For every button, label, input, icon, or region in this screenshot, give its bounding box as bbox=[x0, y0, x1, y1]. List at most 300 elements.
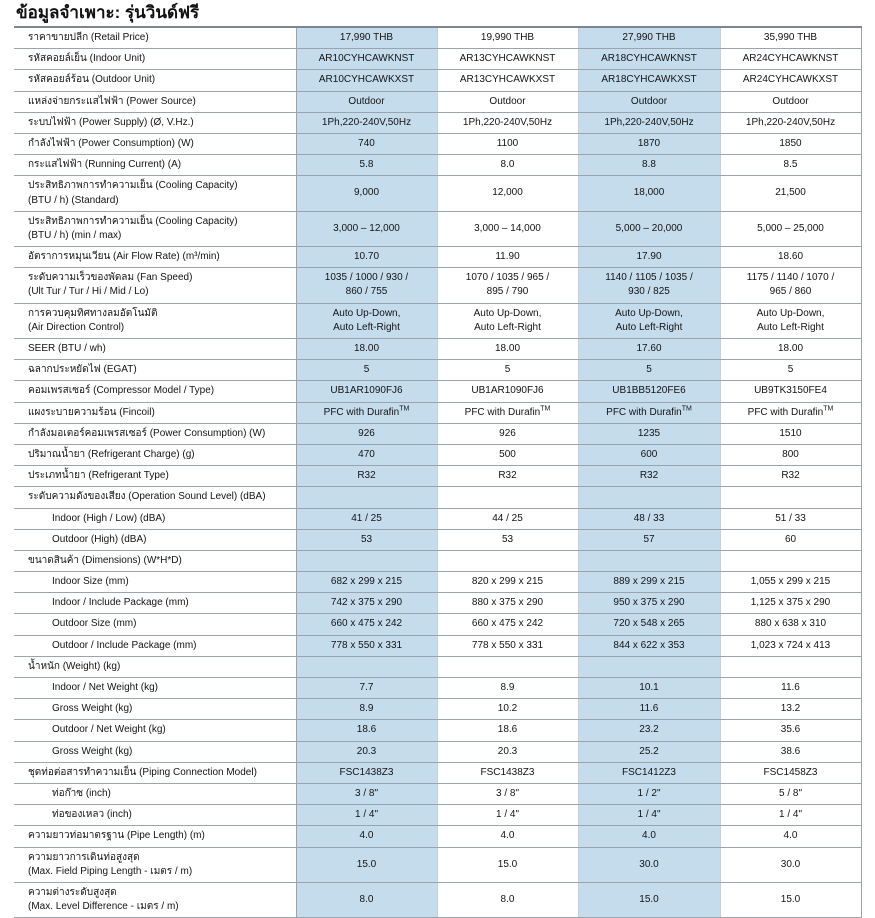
table-cell bbox=[578, 741, 720, 762]
table-cell bbox=[296, 444, 437, 465]
cell-value: 1070 / 1035 / 965 / bbox=[465, 272, 550, 284]
row-label bbox=[14, 635, 296, 656]
table-cell bbox=[437, 247, 578, 268]
row-label-line2: (Max. Field Piping Length - เมตร / m) bbox=[28, 865, 193, 877]
table-cell bbox=[296, 678, 437, 699]
table-cell bbox=[720, 656, 861, 677]
table-cell bbox=[720, 783, 861, 804]
table-row bbox=[14, 656, 861, 677]
table-cell bbox=[720, 423, 861, 444]
cell-value: 8.5 bbox=[783, 159, 798, 171]
row-label-line1: ระบบไฟฟ้า (Power Supply) (Ø, V.Hz.) bbox=[28, 116, 194, 128]
row-label bbox=[14, 656, 296, 677]
cell-value: 1 / 4" bbox=[778, 809, 802, 821]
cell-value: 8.8 bbox=[642, 159, 656, 171]
cell-value: AR10CYHCAWKNST bbox=[318, 53, 415, 65]
table-row bbox=[14, 487, 861, 508]
cell-value: 470 bbox=[358, 448, 375, 460]
row-label bbox=[14, 762, 296, 783]
cell-value: 1235 bbox=[637, 427, 661, 439]
row-label bbox=[14, 91, 296, 112]
table-cell bbox=[578, 656, 720, 677]
cell-value: R32 bbox=[357, 470, 376, 482]
table-cell bbox=[578, 339, 720, 360]
cell-value: 1,125 x 375 x 290 bbox=[750, 597, 831, 609]
cell-value: 926 bbox=[499, 427, 516, 439]
cell-value: 1Ph,220-240V,50Hz bbox=[745, 116, 836, 128]
cell-value: 880 x 375 x 290 bbox=[471, 597, 544, 609]
table-cell bbox=[437, 741, 578, 762]
cell-value: 30.0 bbox=[639, 858, 659, 870]
table-cell bbox=[578, 360, 720, 381]
row-label-line1: Outdoor (High) (dBA) bbox=[52, 533, 147, 545]
cell-value: 21,500 bbox=[775, 187, 806, 199]
table-cell bbox=[437, 635, 578, 656]
table-cell bbox=[437, 487, 578, 508]
table-row bbox=[14, 783, 861, 804]
table-cell bbox=[296, 529, 437, 550]
table-row bbox=[14, 826, 861, 847]
table-cell bbox=[437, 112, 578, 133]
cell-value: 778 x 550 x 331 bbox=[330, 639, 403, 651]
cell-value: UB9TK3150FE4 bbox=[754, 385, 827, 397]
table-row bbox=[14, 423, 861, 444]
cell-value: 30.0 bbox=[780, 858, 801, 870]
cell-value: 8.0 bbox=[359, 893, 374, 905]
cell-value: 889 x 299 x 215 bbox=[613, 576, 685, 588]
table-cell bbox=[578, 112, 720, 133]
row-label-line1: น้ำหนัก (Weight) (kg) bbox=[28, 660, 121, 672]
row-label-line1: ความยาวการเดินท่อสูงสุด bbox=[28, 851, 140, 863]
cell-value: 4.0 bbox=[642, 830, 656, 842]
cell-value: R32 bbox=[781, 470, 800, 482]
table-cell bbox=[437, 27, 578, 49]
cell-value: 1Ph,220-240V,50Hz bbox=[604, 116, 694, 128]
cell-value: 4.0 bbox=[359, 830, 374, 842]
table-cell bbox=[296, 572, 437, 593]
cell-value: 1510 bbox=[779, 427, 802, 439]
cell-empty bbox=[506, 661, 509, 672]
row-label-line2: (BTU / h) (min / max) bbox=[28, 229, 122, 241]
table-cell bbox=[296, 339, 437, 360]
row-label-line1: ความยาวท่อมาตรฐาน (Pipe Length) (m) bbox=[28, 830, 205, 842]
table-row bbox=[14, 762, 861, 783]
row-label bbox=[14, 133, 296, 154]
cell-value: 4.0 bbox=[500, 830, 515, 842]
row-label bbox=[14, 550, 296, 571]
row-label-line1: คอมเพรสเซอร์ (Compressor Model / Type) bbox=[28, 385, 215, 397]
cell-value: 1 / 4" bbox=[495, 809, 519, 821]
row-label-line1: แหล่งจ่ายกระแสไฟฟ้า (Power Source) bbox=[28, 95, 196, 107]
table-cell bbox=[437, 402, 578, 423]
row-label-line1: ท่อก๊าซ (inch) bbox=[52, 787, 111, 799]
row-label bbox=[14, 268, 296, 303]
cell-empty bbox=[365, 555, 368, 566]
row-label-line1: รหัสคอยล์ร้อน (Outdoor Unit) bbox=[28, 74, 156, 86]
cell-value: 17.90 bbox=[636, 251, 662, 263]
table-cell bbox=[296, 882, 437, 917]
table-cell bbox=[296, 423, 437, 444]
table-cell bbox=[720, 826, 861, 847]
table-row bbox=[14, 699, 861, 720]
table-cell bbox=[578, 529, 720, 550]
row-label-line1: Gross Weight (kg) bbox=[52, 745, 133, 757]
table-cell bbox=[296, 550, 437, 571]
table-cell bbox=[578, 70, 720, 91]
row-label-line2: (Air Direction Control) bbox=[28, 321, 125, 333]
cell-value: 17,990 THB bbox=[339, 32, 394, 43]
table-cell bbox=[720, 466, 861, 487]
table-cell bbox=[578, 508, 720, 529]
cell-value-line2: Auto Left-Right bbox=[474, 321, 541, 333]
table-cell bbox=[296, 402, 437, 423]
cell-value: 5 bbox=[363, 364, 370, 376]
cell-value: Auto Up-Down, bbox=[615, 307, 683, 319]
table-row bbox=[14, 466, 861, 487]
row-label-line1: Indoor Size (mm) bbox=[52, 576, 129, 588]
table-cell bbox=[437, 720, 578, 741]
table-cell bbox=[578, 762, 720, 783]
row-label bbox=[14, 805, 296, 826]
cell-value: 880 x 638 x 310 bbox=[754, 618, 827, 630]
table-row bbox=[14, 70, 861, 91]
table-cell bbox=[437, 211, 578, 246]
cell-value: PFC with Durafin™ bbox=[464, 405, 551, 418]
cell-value: 18.00 bbox=[353, 343, 380, 354]
cell-value: 25.2 bbox=[639, 745, 659, 757]
cell-value: 15.0 bbox=[497, 858, 518, 870]
cell-value: Auto Up-Down, bbox=[473, 307, 542, 319]
table-cell bbox=[437, 423, 578, 444]
cell-value-line2: Auto Left-Right bbox=[615, 321, 683, 333]
table-cell bbox=[437, 176, 578, 211]
table-cell bbox=[720, 882, 861, 917]
table-cell bbox=[578, 381, 720, 402]
table-row bbox=[14, 303, 861, 338]
table-cell bbox=[296, 381, 437, 402]
row-label bbox=[14, 741, 296, 762]
table-cell bbox=[437, 882, 578, 917]
table-row bbox=[14, 572, 861, 593]
row-label-line1: ปริมาณน้ำยา (Refrigerant Charge) (g) bbox=[28, 448, 195, 460]
table-cell bbox=[437, 508, 578, 529]
row-label-line1: กำลังมอเตอร์คอมเพรสเซอร์ (Power Consumption) (W) bbox=[28, 427, 266, 439]
cell-value: 48 / 33 bbox=[633, 512, 665, 524]
cell-value: 19,990 THB bbox=[480, 32, 535, 43]
cell-value: 3 / 8" bbox=[354, 787, 378, 799]
cell-value: 5 bbox=[504, 364, 511, 376]
table-cell bbox=[720, 360, 861, 381]
row-label-line1: ขนาดสินค้า (Dimensions) (W*H*D) bbox=[28, 554, 182, 566]
table-cell bbox=[720, 112, 861, 133]
row-label bbox=[14, 176, 296, 211]
cell-value: 8.0 bbox=[500, 893, 515, 905]
table-cell bbox=[720, 339, 861, 360]
row-label bbox=[14, 49, 296, 70]
table-cell bbox=[437, 339, 578, 360]
cell-value: 1Ph,220-240V,50Hz bbox=[462, 116, 553, 128]
cell-value: 15.0 bbox=[780, 893, 801, 905]
cell-value: 51 / 33 bbox=[775, 512, 806, 524]
row-label bbox=[14, 360, 296, 381]
row-label bbox=[14, 529, 296, 550]
cell-value: 5 bbox=[646, 364, 652, 376]
row-label bbox=[14, 678, 296, 699]
cell-value: 1140 / 1105 / 1035 / bbox=[605, 272, 693, 284]
table-cell bbox=[578, 176, 720, 211]
row-label-line2: (Max. Level Difference - เมตร / m) bbox=[28, 901, 179, 913]
cell-value: 9,000 bbox=[353, 187, 380, 199]
table-cell bbox=[437, 70, 578, 91]
table-cell bbox=[296, 70, 437, 91]
cell-value-line2: 895 / 790 bbox=[486, 286, 529, 298]
table-cell bbox=[437, 550, 578, 571]
table-cell bbox=[296, 699, 437, 720]
row-label bbox=[14, 155, 296, 176]
cell-value: 11.6 bbox=[781, 682, 800, 693]
table-cell bbox=[578, 572, 720, 593]
cell-value: FSC1412Z3 bbox=[622, 766, 676, 778]
cell-value: 53 bbox=[360, 533, 373, 545]
row-label bbox=[14, 423, 296, 444]
table-cell bbox=[720, 805, 861, 826]
table-row bbox=[14, 635, 861, 656]
row-label bbox=[14, 783, 296, 804]
table-cell bbox=[296, 49, 437, 70]
row-label bbox=[14, 402, 296, 423]
cell-value: 500 bbox=[499, 448, 516, 460]
table-row bbox=[14, 882, 861, 917]
table-cell bbox=[296, 466, 437, 487]
cell-value: 660 x 475 x 242 bbox=[330, 618, 403, 630]
cell-value: 1,023 x 724 x 413 bbox=[750, 639, 831, 651]
row-label-line1: Outdoor Size (mm) bbox=[52, 618, 137, 630]
row-label bbox=[14, 381, 296, 402]
table-cell bbox=[578, 49, 720, 70]
cell-value: 27,990 THB bbox=[622, 32, 676, 43]
cell-value: Outdoor bbox=[348, 95, 385, 107]
table-row bbox=[14, 741, 861, 762]
table-cell bbox=[437, 91, 578, 112]
table-cell bbox=[578, 826, 720, 847]
cell-value: 10.70 bbox=[353, 251, 380, 263]
cell-value: AR24CYHCAWKNST bbox=[742, 53, 839, 65]
cell-empty bbox=[648, 555, 651, 566]
cell-value: 5,000 – 20,000 bbox=[615, 222, 683, 234]
row-label-line1: Gross Weight (kg) bbox=[52, 703, 133, 715]
cell-value: 18.60 bbox=[777, 251, 804, 263]
table-cell bbox=[720, 381, 861, 402]
cell-value: AR18CYHCAWKNST bbox=[601, 53, 697, 65]
table-cell bbox=[720, 720, 861, 741]
table-cell bbox=[296, 27, 437, 49]
cell-value: 35,990 THB bbox=[763, 32, 818, 43]
table-cell bbox=[720, 762, 861, 783]
cell-value: 44 / 25 bbox=[492, 512, 523, 524]
cell-value: 11.90 bbox=[495, 251, 520, 263]
table-cell bbox=[578, 593, 720, 614]
row-label-line1: ราคาขายปลีก (Retail Price) bbox=[28, 32, 149, 43]
cell-value: 4.0 bbox=[783, 830, 798, 842]
table-cell bbox=[437, 783, 578, 804]
table-row bbox=[14, 91, 861, 112]
table-cell bbox=[578, 678, 720, 699]
table-cell bbox=[720, 247, 861, 268]
cell-value: R32 bbox=[639, 470, 659, 482]
table-cell bbox=[437, 826, 578, 847]
specification-table bbox=[14, 26, 862, 918]
cell-value: FSC1438Z3 bbox=[480, 766, 535, 778]
cell-value: 12,000 bbox=[492, 187, 523, 199]
table-cell bbox=[437, 466, 578, 487]
table-row bbox=[14, 133, 861, 154]
table-cell bbox=[296, 741, 437, 762]
table-row bbox=[14, 27, 861, 49]
table-cell bbox=[720, 508, 861, 529]
cell-value: 778 x 550 x 331 bbox=[471, 639, 544, 651]
row-label-line1: Indoor / Include Package (mm) bbox=[52, 597, 189, 609]
row-label bbox=[14, 572, 296, 593]
row-label bbox=[14, 27, 296, 49]
row-label-line1: ระดับความดังของเสียง (Operation Sound Level) (dBA) bbox=[28, 491, 266, 503]
table-cell bbox=[578, 27, 720, 49]
row-label-line1: ประสิทธิภาพการทำความเย็น (Cooling Capacity) bbox=[28, 180, 238, 192]
cell-value: 38.6 bbox=[780, 745, 801, 757]
table-cell bbox=[720, 572, 861, 593]
table-row bbox=[14, 268, 861, 303]
table-cell bbox=[437, 699, 578, 720]
table-cell bbox=[720, 91, 861, 112]
table-cell bbox=[578, 466, 720, 487]
table-cell bbox=[720, 49, 861, 70]
table-cell bbox=[720, 741, 861, 762]
table-cell bbox=[578, 614, 720, 635]
cell-value: 10.2 bbox=[497, 703, 518, 715]
table-cell bbox=[296, 112, 437, 133]
cell-value: 23.2 bbox=[639, 724, 659, 736]
table-cell bbox=[578, 783, 720, 804]
cell-value: AR18CYHCAWKXST bbox=[601, 74, 697, 86]
row-label bbox=[14, 487, 296, 508]
table-cell bbox=[296, 91, 437, 112]
cell-empty bbox=[365, 491, 368, 502]
cell-value-line2: 860 / 755 bbox=[345, 286, 388, 298]
table-cell bbox=[578, 247, 720, 268]
table-cell bbox=[296, 783, 437, 804]
cell-value: PFC with Durafin™ bbox=[747, 405, 834, 418]
cell-value-line2: 930 / 825 bbox=[628, 286, 670, 298]
cell-value: Outdoor bbox=[489, 95, 526, 107]
row-label bbox=[14, 847, 296, 882]
table-row bbox=[14, 176, 861, 211]
table-cell bbox=[720, 27, 861, 49]
row-label-line1: ประสิทธิภาพการทำความเย็น (Cooling Capacity) bbox=[28, 215, 238, 227]
row-label bbox=[14, 882, 296, 917]
row-label-line1: ประเภทน้ำยา (Refrigerant Type) bbox=[28, 470, 169, 482]
row-label bbox=[14, 593, 296, 614]
cell-value: 18.6 bbox=[497, 724, 518, 736]
cell-value: 15.0 bbox=[356, 858, 377, 870]
table-cell bbox=[578, 805, 720, 826]
table-cell bbox=[296, 593, 437, 614]
cell-value: 5,000 – 25,000 bbox=[757, 222, 824, 234]
table-row bbox=[14, 155, 861, 176]
table-cell bbox=[720, 402, 861, 423]
table-cell bbox=[437, 847, 578, 882]
table-cell bbox=[296, 614, 437, 635]
cell-value: 1175 / 1140 / 1070 / bbox=[746, 272, 835, 284]
cell-value: UB1BB5120FE6 bbox=[612, 385, 686, 397]
row-label-line2: (Ult Tur / Tur / Hi / Mid / Lo) bbox=[28, 286, 149, 298]
table-cell bbox=[437, 678, 578, 699]
table-row bbox=[14, 529, 861, 550]
cell-value: FSC1438Z3 bbox=[339, 766, 394, 778]
cell-value: 1,055 x 299 x 215 bbox=[750, 576, 831, 588]
table-cell bbox=[296, 656, 437, 677]
cell-value: PFC with Durafin™ bbox=[606, 405, 692, 418]
table-cell bbox=[296, 360, 437, 381]
table-cell bbox=[296, 508, 437, 529]
cell-value: 720 x 548 x 265 bbox=[613, 618, 685, 630]
table-cell bbox=[437, 360, 578, 381]
table-cell bbox=[578, 423, 720, 444]
cell-value: 600 bbox=[640, 448, 658, 460]
cell-value: 8.9 bbox=[359, 703, 374, 715]
cell-value: 1850 bbox=[779, 137, 802, 149]
cell-value: 5 / 8" bbox=[778, 787, 802, 799]
table-cell bbox=[437, 49, 578, 70]
table-row bbox=[14, 593, 861, 614]
table-cell bbox=[720, 133, 861, 154]
table-row bbox=[14, 614, 861, 635]
table-cell bbox=[578, 635, 720, 656]
table-cell bbox=[296, 762, 437, 783]
row-label bbox=[14, 699, 296, 720]
table-cell bbox=[437, 268, 578, 303]
table-cell bbox=[578, 91, 720, 112]
table-row bbox=[14, 550, 861, 571]
cell-value: 13.2 bbox=[780, 703, 801, 715]
row-label-line1: ชุดท่อต่อสารทำความเย็น (Piping Connection Model) bbox=[28, 766, 257, 778]
table-row bbox=[14, 360, 861, 381]
cell-value-line2: Auto Left-Right bbox=[757, 321, 824, 333]
table-cell bbox=[437, 444, 578, 465]
table-cell bbox=[296, 487, 437, 508]
table-cell bbox=[578, 720, 720, 741]
cell-empty bbox=[789, 491, 792, 502]
cell-value-line2: Auto Left-Right bbox=[333, 321, 400, 333]
table-cell bbox=[296, 268, 437, 303]
spec-table-body bbox=[14, 27, 861, 918]
cell-value: 3 / 8" bbox=[495, 787, 519, 799]
table-cell bbox=[720, 529, 861, 550]
row-label-line1: ท่อของเหลว (inch) bbox=[52, 809, 132, 821]
row-label-line1: Indoor (High / Low) (dBA) bbox=[52, 512, 166, 524]
row-label-line1: SEER (BTU / wh) bbox=[28, 343, 106, 354]
row-label-line1: ฉลากประหยัดไฟ (EGAT) bbox=[28, 364, 137, 376]
cell-value: 7.7 bbox=[359, 682, 374, 693]
table-row bbox=[14, 805, 861, 826]
table-cell bbox=[296, 303, 437, 338]
table-cell bbox=[437, 593, 578, 614]
cell-value: 740 bbox=[358, 137, 375, 149]
cell-value: 17.60 bbox=[636, 343, 662, 354]
table-cell bbox=[720, 70, 861, 91]
table-cell bbox=[720, 847, 861, 882]
table-cell bbox=[296, 720, 437, 741]
table-cell bbox=[578, 847, 720, 882]
cell-value: 926 bbox=[358, 427, 375, 439]
